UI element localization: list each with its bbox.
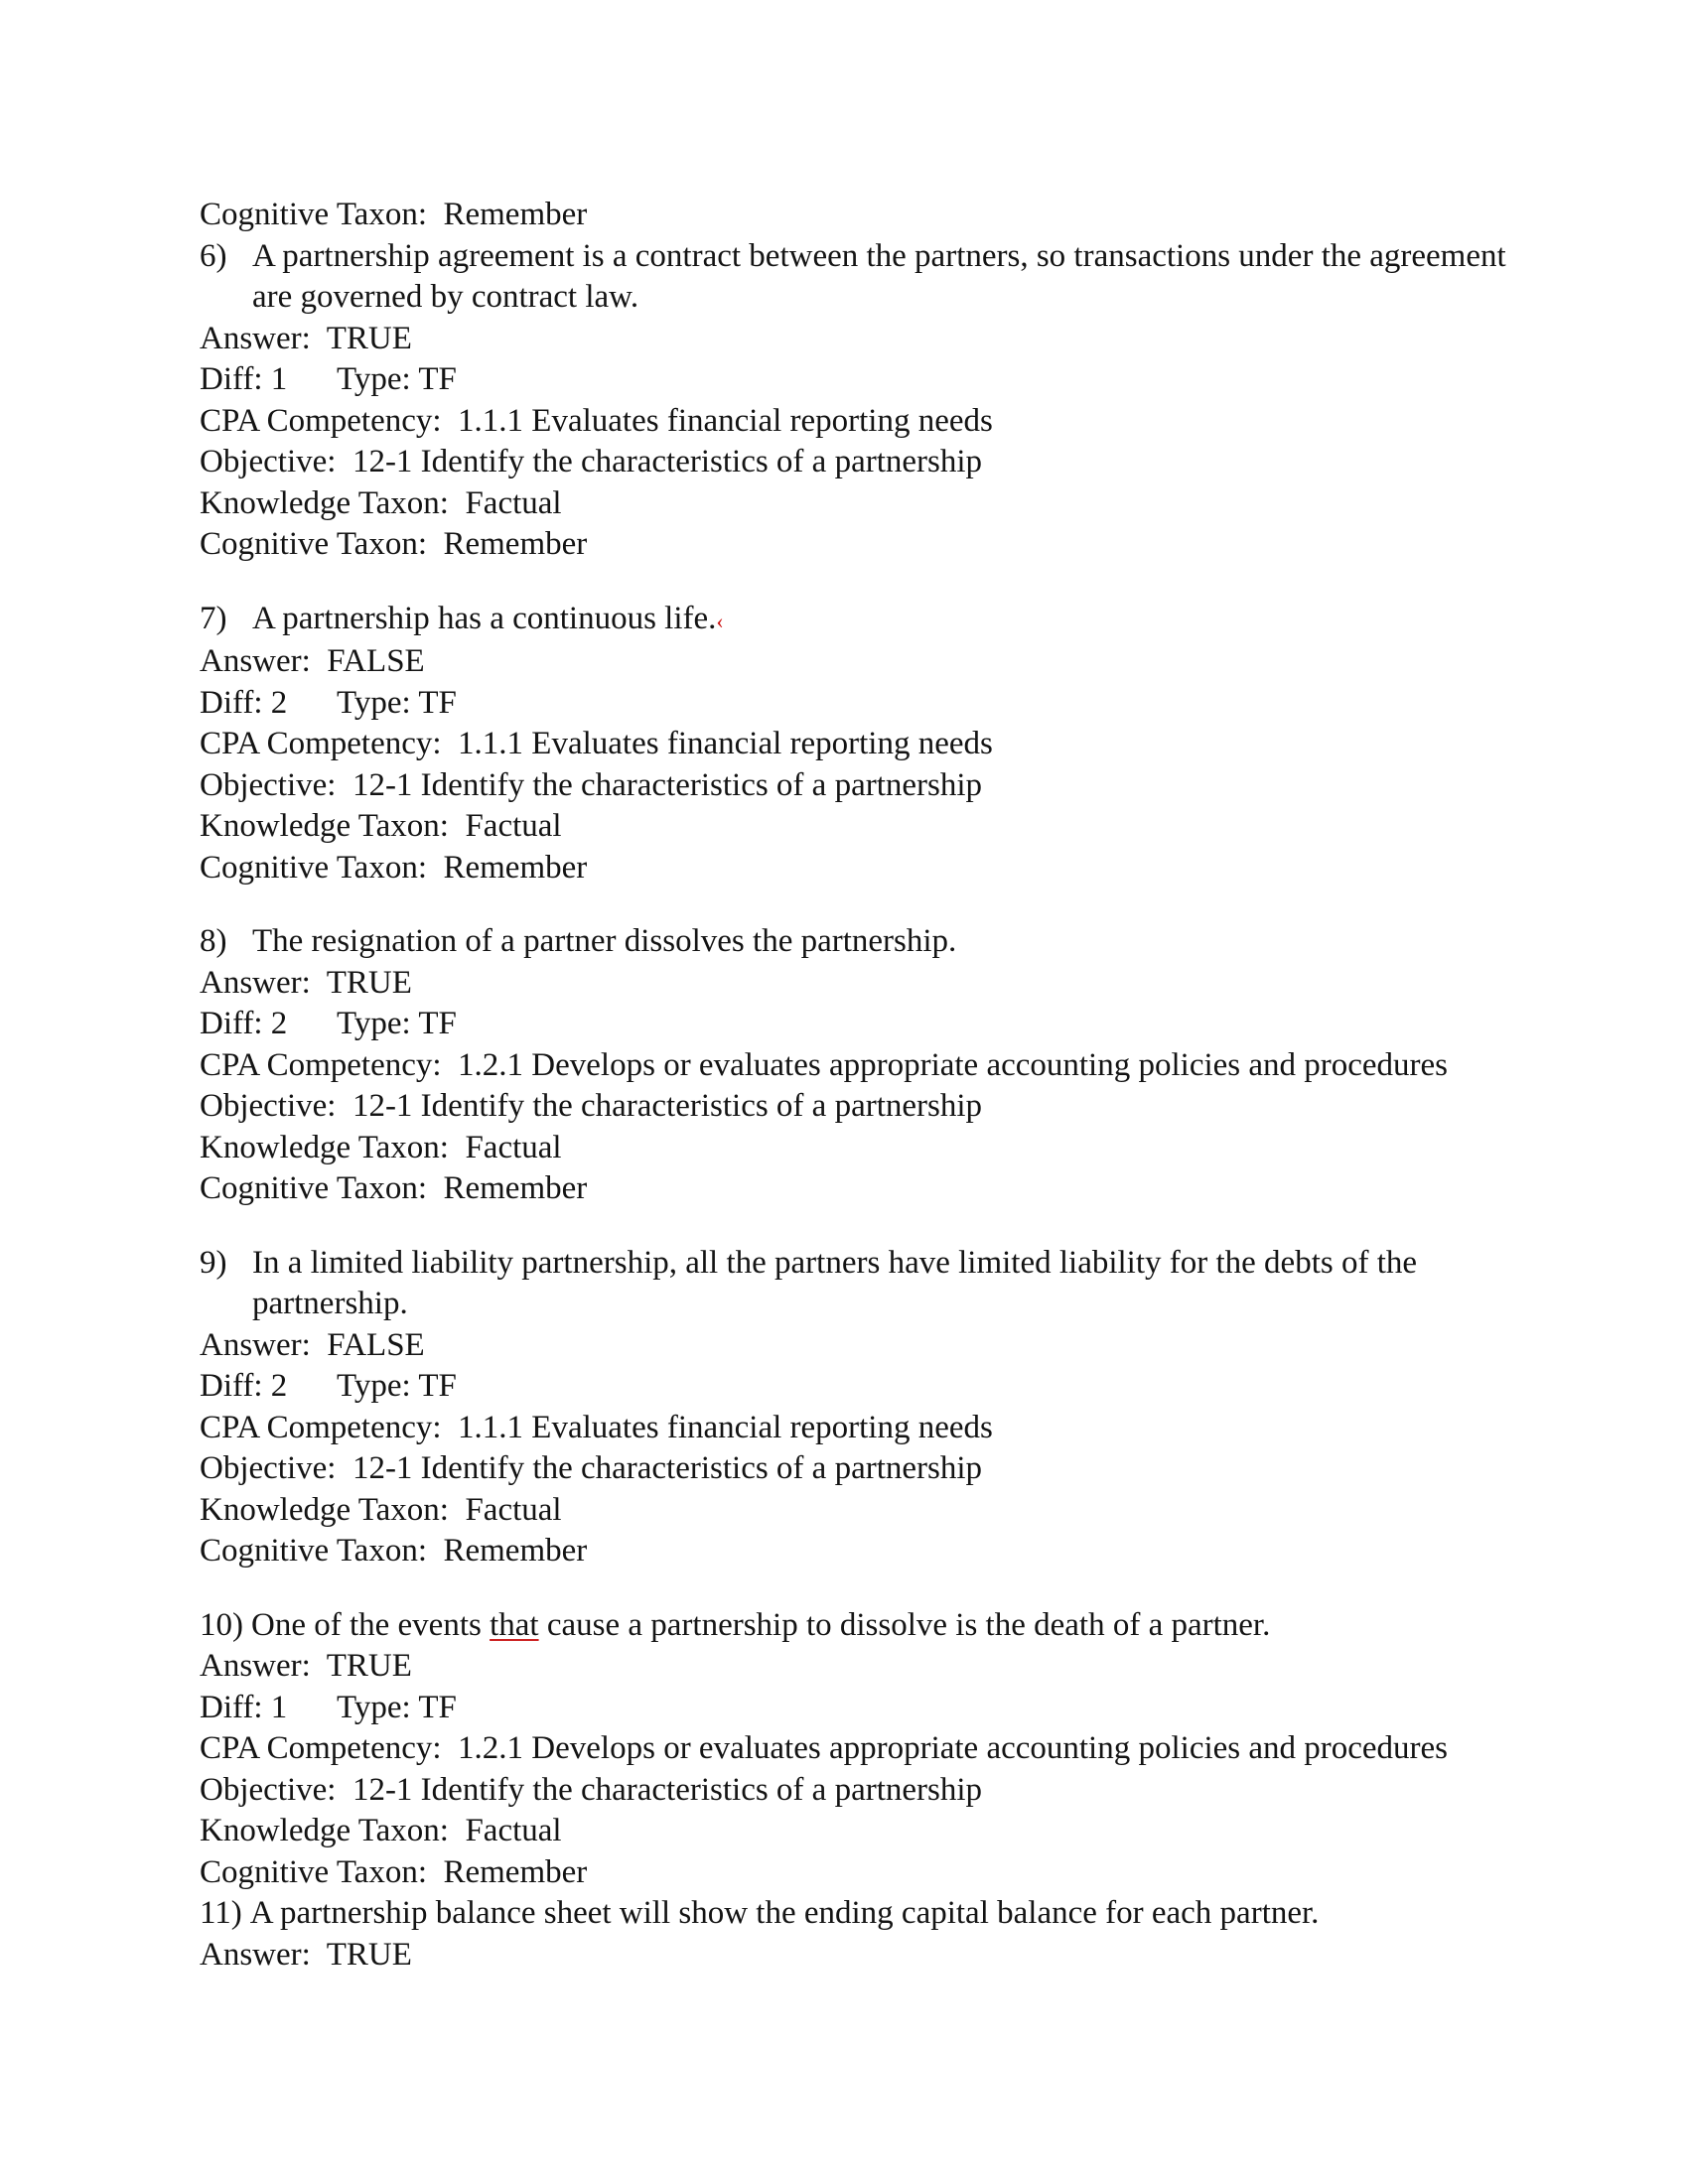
knowledge-taxon-line: Knowledge Taxon: Factual (200, 1129, 562, 1165)
answer-line: Answer: TRUE (200, 1936, 412, 1973)
cognitive-taxon-line: Cognitive Taxon: Remember (200, 1533, 588, 1569)
knowledge-taxon-line: Knowledge Taxon: Factual (200, 1813, 562, 1848)
diff-type-line (200, 1688, 1510, 1729)
question-text: A partnership agreement is a contract between the partners, so transactions under the agreement are governed by contract law. (252, 237, 1506, 315)
answer-line: Answer: TRUE (200, 320, 412, 356)
question-type: Type: TF (337, 361, 457, 397)
cognitive-taxon-line: Cognitive Taxon: Remember (200, 1170, 588, 1206)
diff-type-line (200, 683, 1510, 725)
question-type: Type: TF (337, 1368, 457, 1404)
difficulty: Diff: 2 (200, 1368, 288, 1404)
question-number: 7) (200, 600, 227, 636)
question-stem (200, 1893, 1510, 1935)
document-page (200, 195, 1510, 1976)
question-block-9 (200, 1243, 1510, 1572)
question-type: Type: TF (337, 1006, 457, 1041)
revision-mark-icon: ‹ (716, 608, 724, 633)
knowledge-taxon-line: Knowledge Taxon: Factual (200, 484, 562, 521)
cognitive-taxon-line: Cognitive Taxon: Remember (200, 1853, 588, 1890)
difficulty: Diff: 1 (200, 361, 288, 397)
knowledge-taxon-line: Knowledge Taxon: Factual (200, 1491, 562, 1528)
knowledge-taxon-line: Knowledge Taxon: Factual (200, 808, 562, 844)
cpa-competency-line: CPA Competency: 1.2.1 Develops or evaluates appropriate accounting policies and procedures (200, 1046, 1449, 1083)
answer-line: Answer: FALSE (200, 1326, 425, 1363)
answer-line: Answer: FALSE (200, 643, 425, 679)
objective-line: Objective: 12-1 Identify the characteristics of a partnership (200, 766, 983, 803)
question-text: One of the events that cause a partnership to dissolve is the death of a partner. (251, 1606, 1271, 1643)
objective-line: Objective: 12-1 Identify the characteristics of a partnership (200, 444, 983, 479)
objective-line: Objective: 12-1 Identify the characteristics of a partnership (200, 1771, 983, 1808)
question-text: A partnership has a continuous life.‹ (252, 600, 724, 636)
question-block-8 (200, 921, 1510, 1210)
answer-line: Answer: TRUE (200, 1648, 412, 1684)
question-block-10 (200, 1605, 1510, 1894)
question-number: 10) (200, 1606, 243, 1643)
diff-type-line (200, 359, 1510, 401)
answer-line: Answer: TRUE (200, 964, 412, 1001)
question-number: 8) (200, 923, 227, 959)
cpa-competency-line: CPA Competency: 1.1.1 Evaluates financial reporting needs (200, 402, 993, 439)
difficulty: Diff: 2 (200, 1006, 288, 1041)
question-stem (200, 921, 1510, 963)
cpa-competency-line: CPA Competency: 1.1.1 Evaluates financial reporting needs (200, 1409, 993, 1445)
cpa-competency-line: CPA Competency: 1.2.1 Develops or evaluates appropriate accounting policies and procedures (200, 1730, 1449, 1766)
question-text: The resignation of a partner dissolves the partnership. (252, 923, 957, 959)
cpa-competency-line: CPA Competency: 1.1.1 Evaluates financial reporting needs (200, 726, 993, 761)
objective-line: Objective: 12-1 Identify the characteristics of a partnership (200, 1088, 983, 1124)
question-block-11 (200, 1893, 1510, 1976)
question-stem (200, 1605, 1510, 1647)
cognitive-taxon-line: Cognitive Taxon: Remember (200, 197, 588, 232)
difficulty: Diff: 1 (200, 1689, 288, 1725)
question-text: A partnership balance sheet will show the ending capital balance for each partner. (249, 1895, 1320, 1931)
spelling-underline: that (490, 1606, 539, 1643)
question-stem (200, 236, 1510, 319)
question-number: 11) (200, 1895, 242, 1931)
question-type: Type: TF (337, 1689, 457, 1725)
cognitive-taxon-line: Cognitive Taxon: Remember (200, 526, 588, 562)
question-stem (200, 1243, 1510, 1325)
question-type: Type: TF (337, 684, 457, 721)
objective-line: Objective: 12-1 Identify the characteristics of a partnership (200, 1450, 983, 1486)
question-block-7 (200, 599, 1510, 889)
difficulty: Diff: 2 (200, 684, 288, 721)
question-stem (200, 599, 1510, 642)
question-block-6 (200, 236, 1510, 566)
diff-type-line (200, 1366, 1510, 1408)
cognitive-taxon-line: Cognitive Taxon: Remember (200, 849, 588, 886)
question-number: 9) (200, 1244, 227, 1281)
diff-type-line (200, 1004, 1510, 1045)
question-text: In a limited liability partnership, all the partners have limited liability for the debts of the partnership. (252, 1244, 1418, 1321)
question-number: 6) (200, 237, 227, 274)
